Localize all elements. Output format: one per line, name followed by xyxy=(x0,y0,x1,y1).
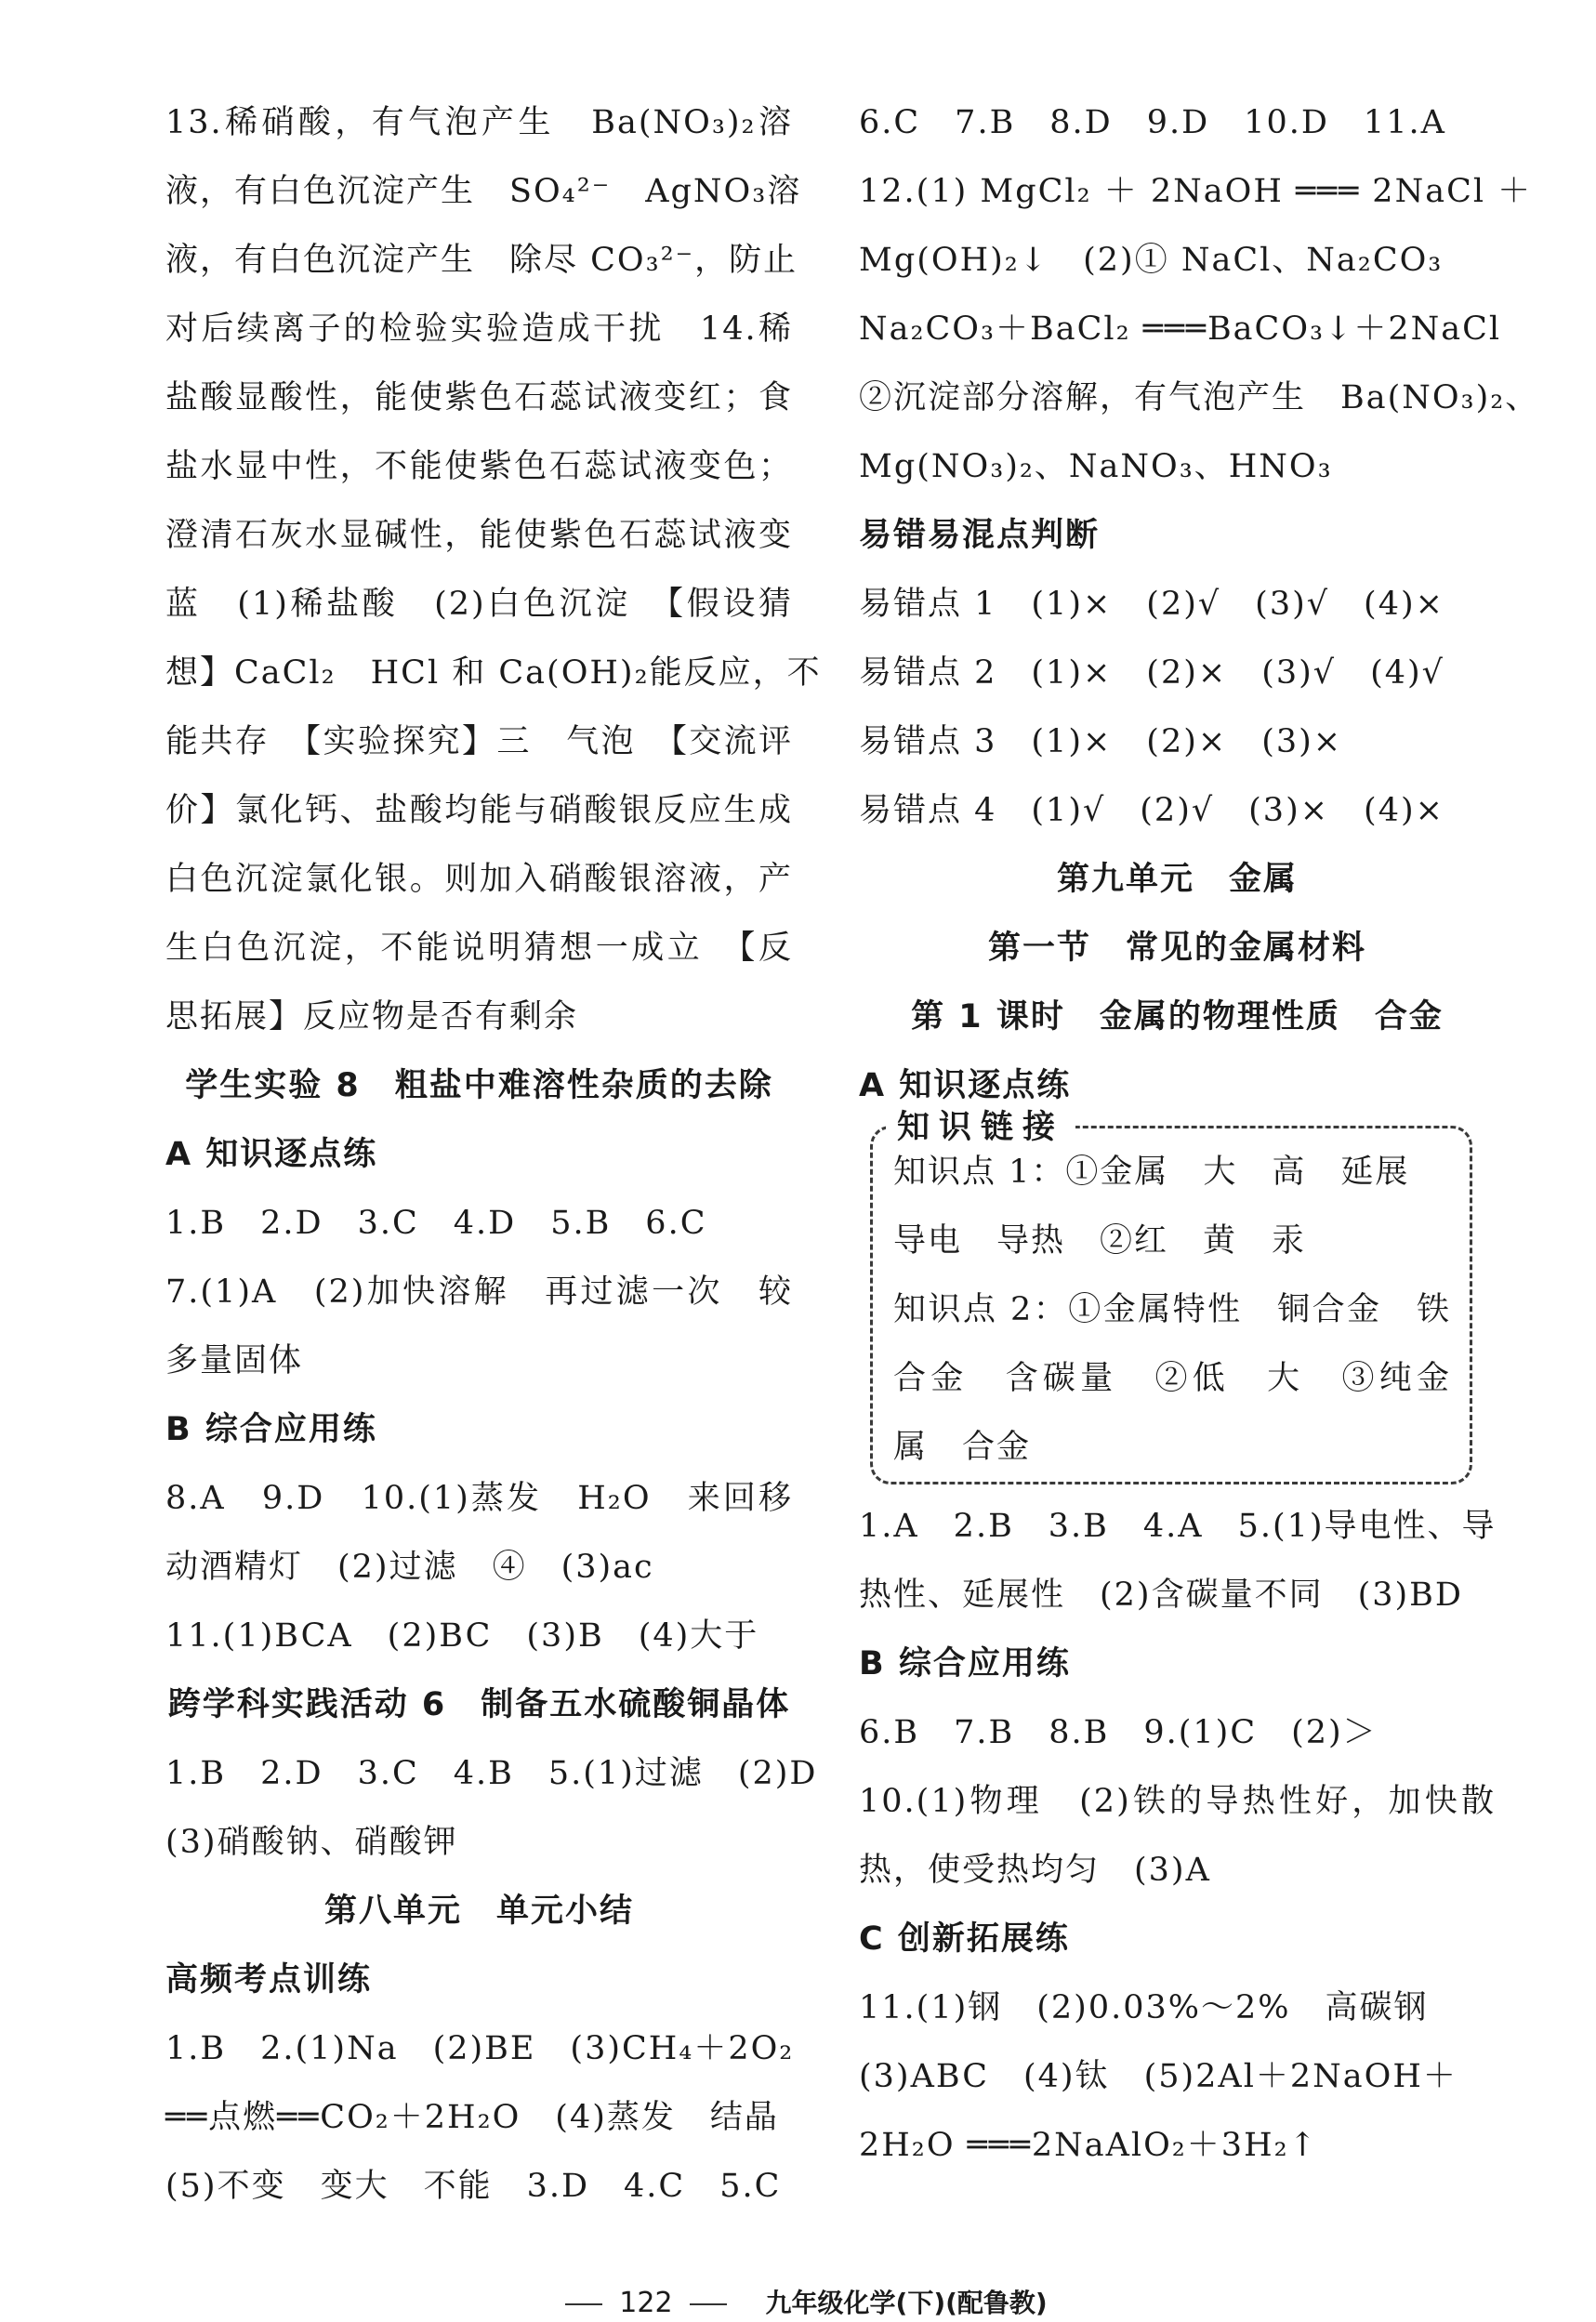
knowledge-link-lines xyxy=(893,1138,1470,1482)
answer-line: 动酒精灯 (2)过滤 ④ (3)ac xyxy=(165,1549,654,1586)
footer-dash-left xyxy=(565,2303,602,2305)
section-heading: B 综合应用练 xyxy=(859,1645,1071,1682)
answer-line: 13.稀硝酸，有气泡产生 Ba(NO₃)₂溶 xyxy=(165,104,793,141)
section-heading: 学生实验 8 粗盐中难溶性杂质的去除 xyxy=(185,1067,773,1104)
answer-line: 对后续离子的检验实验造成干扰 14.稀 xyxy=(165,310,793,348)
answer-line: 知识点 2：①金属特性 铜合金 铁 xyxy=(893,1291,1451,1328)
answer-line: 1.B 2.D 3.C 4.D 5.B 6.C xyxy=(165,1205,707,1242)
answer-line: 11.(1)BCA (2)BC (3)B (4)大于 xyxy=(165,1617,759,1655)
answer-line: 7.(1)A (2)加快溶解 再过滤一次 较 xyxy=(165,1273,793,1311)
section-heading: A 知识逐点练 xyxy=(859,1067,1072,1104)
right-column xyxy=(859,88,1540,2180)
footer-dash-right xyxy=(690,2303,727,2305)
section-heading: 第九单元 金属 xyxy=(1056,861,1298,898)
knowledge-link-title: 知识链接 xyxy=(886,1104,1075,1151)
answer-line: 1.B 2.(1)Na (2)BE (3)CH₄＋2O₂ xyxy=(165,2030,795,2067)
answer-line: 液，有白色沉淀产生 SO₄²⁻ AgNO₃溶 xyxy=(165,173,802,210)
answer-line: 11.(1)钢 (2)0.03%～2% 高碳钢 xyxy=(859,1989,1429,2026)
answer-line: ══点燃══CO₂＋2H₂O (4)蒸发 结晶 xyxy=(165,2099,779,2136)
section-heading: A 知识逐点练 xyxy=(165,1136,378,1173)
answer-line: 知识点 1：①金属 大 高 延展 xyxy=(893,1154,1410,1191)
answer-line: 热，使受热均匀 (3)A xyxy=(859,1852,1211,1889)
answer-line: 合金 含碳量 ②低 大 ③纯金 xyxy=(893,1360,1451,1397)
answer-line: 想】CaCl₂ HCl 和 Ca(OH)₂能反应，不 xyxy=(165,654,822,692)
answer-line: 属 合金 xyxy=(893,1429,1032,1466)
left-column xyxy=(165,88,822,2221)
answer-line: 12.(1) MgCl₂ ＋ 2NaOH ═══ 2NaCl ＋ xyxy=(859,173,1533,210)
answer-line: 易错点 1 (1)× (2)√ (3)√ (4)× xyxy=(859,586,1444,623)
answer-line: 2H₂O ═══2NaAlO₂＋3H₂↑ xyxy=(859,2127,1318,2164)
answer-line: 价】氯化钙、盐酸均能与硝酸银反应生成 xyxy=(165,792,793,829)
answer-line: 蓝 (1)稀盐酸 (2)白色沉淀 【假设猜 xyxy=(165,586,793,623)
answer-line: 6.B 7.B 8.B 9.(1)C (2)＞ xyxy=(859,1714,1378,1751)
answer-line: 导电 导热 ②红 黄 汞 xyxy=(893,1222,1307,1260)
answer-line: 澄清石灰水显碱性，能使紫色石蕊试液变 xyxy=(165,517,793,554)
answer-line: 10.(1)物理 (2)铁的导热性好，加快散 xyxy=(859,1783,1496,1820)
section-heading: 跨学科实践活动 6 制备五水硫酸铜晶体 xyxy=(167,1686,791,1723)
section-heading: 第八单元 单元小结 xyxy=(323,1893,634,1930)
answer-line: 易错点 2 (1)× (2)× (3)√ (4)√ xyxy=(859,654,1444,692)
answer-line: Mg(NO₃)₂、NaNO₃、HNO₃ xyxy=(859,448,1333,485)
answer-line: 盐水显中性，不能使紫色石蕊试液变色； xyxy=(165,448,793,485)
section-heading: 第 1 课时 金属的物理性质 合金 xyxy=(911,998,1444,1036)
right-column-top xyxy=(859,88,1540,1120)
answer-line: 白色沉淀氯化银。则加入硝酸银溶液，产 xyxy=(165,861,793,898)
answer-line: 6.C 7.B 8.D 9.D 10.D 11.A xyxy=(859,104,1446,141)
answer-line: 1.B 2.D 3.C 4.B 5.(1)过滤 (2)D xyxy=(165,1755,818,1792)
answer-line: 热性、延展性 (2)含碳量不同 (3)BD xyxy=(859,1577,1463,1614)
book-title: 九年级化学(下)(配鲁教) xyxy=(765,2288,1048,2318)
answer-line: (3)ABC (4)钛 (5)2Al＋2NaOH＋ xyxy=(859,2058,1458,2095)
page-number: 122 xyxy=(619,2287,673,2319)
section-heading: 第一节 常见的金属材料 xyxy=(987,930,1366,967)
section-heading: B 综合应用练 xyxy=(165,1411,377,1448)
answer-line: 易错点 3 (1)× (2)× (3)× xyxy=(859,723,1343,760)
answer-line: 液，有白色沉淀产生 除尽 CO₃²⁻，防止 xyxy=(165,242,798,279)
answer-line: ②沉淀部分溶解，有气泡产生 Ba(NO₃)₂、 xyxy=(859,379,1540,416)
answer-line: 8.A 9.D 10.(1)蒸发 H₂O 来回移 xyxy=(165,1480,793,1517)
section-heading: 高频考点训练 xyxy=(165,1961,373,1999)
answer-line: 思拓展】反应物是否有剩余 xyxy=(165,998,579,1036)
answer-line: 生白色沉淀，不能说明猜想一成立 【反 xyxy=(165,930,793,967)
answer-line: 能共存 【实验探究】三 气泡 【交流评 xyxy=(165,723,793,760)
answer-line: (5)不变 变大 不能 3.D 4.C 5.C xyxy=(165,2168,782,2205)
knowledge-link-box xyxy=(870,1109,1472,1484)
answer-line: (3)硝酸钠、硝酸钾 xyxy=(165,1824,458,1861)
answer-line: 1.A 2.B 3.B 4.A 5.(1)导电性、导 xyxy=(859,1508,1497,1545)
right-column-bottom xyxy=(859,1492,1496,2180)
answer-line: Na₂CO₃＋BaCl₂ ═══BaCO₃↓＋2NaCl xyxy=(859,310,1502,348)
section-heading: C 创新拓展练 xyxy=(859,1920,1070,1958)
page-footer xyxy=(0,2285,1596,2322)
answer-line: 盐酸显酸性，能使紫色石蕊试液变红；食 xyxy=(165,379,793,416)
answer-line: 易错点 4 (1)√ (2)√ (3)× (4)× xyxy=(859,792,1444,829)
answer-line: 多量固体 xyxy=(165,1342,304,1379)
section-heading: 易错易混点判断 xyxy=(859,517,1101,554)
answer-line: Mg(OH)₂↓ (2)① NaCl、Na₂CO₃ xyxy=(859,242,1444,279)
